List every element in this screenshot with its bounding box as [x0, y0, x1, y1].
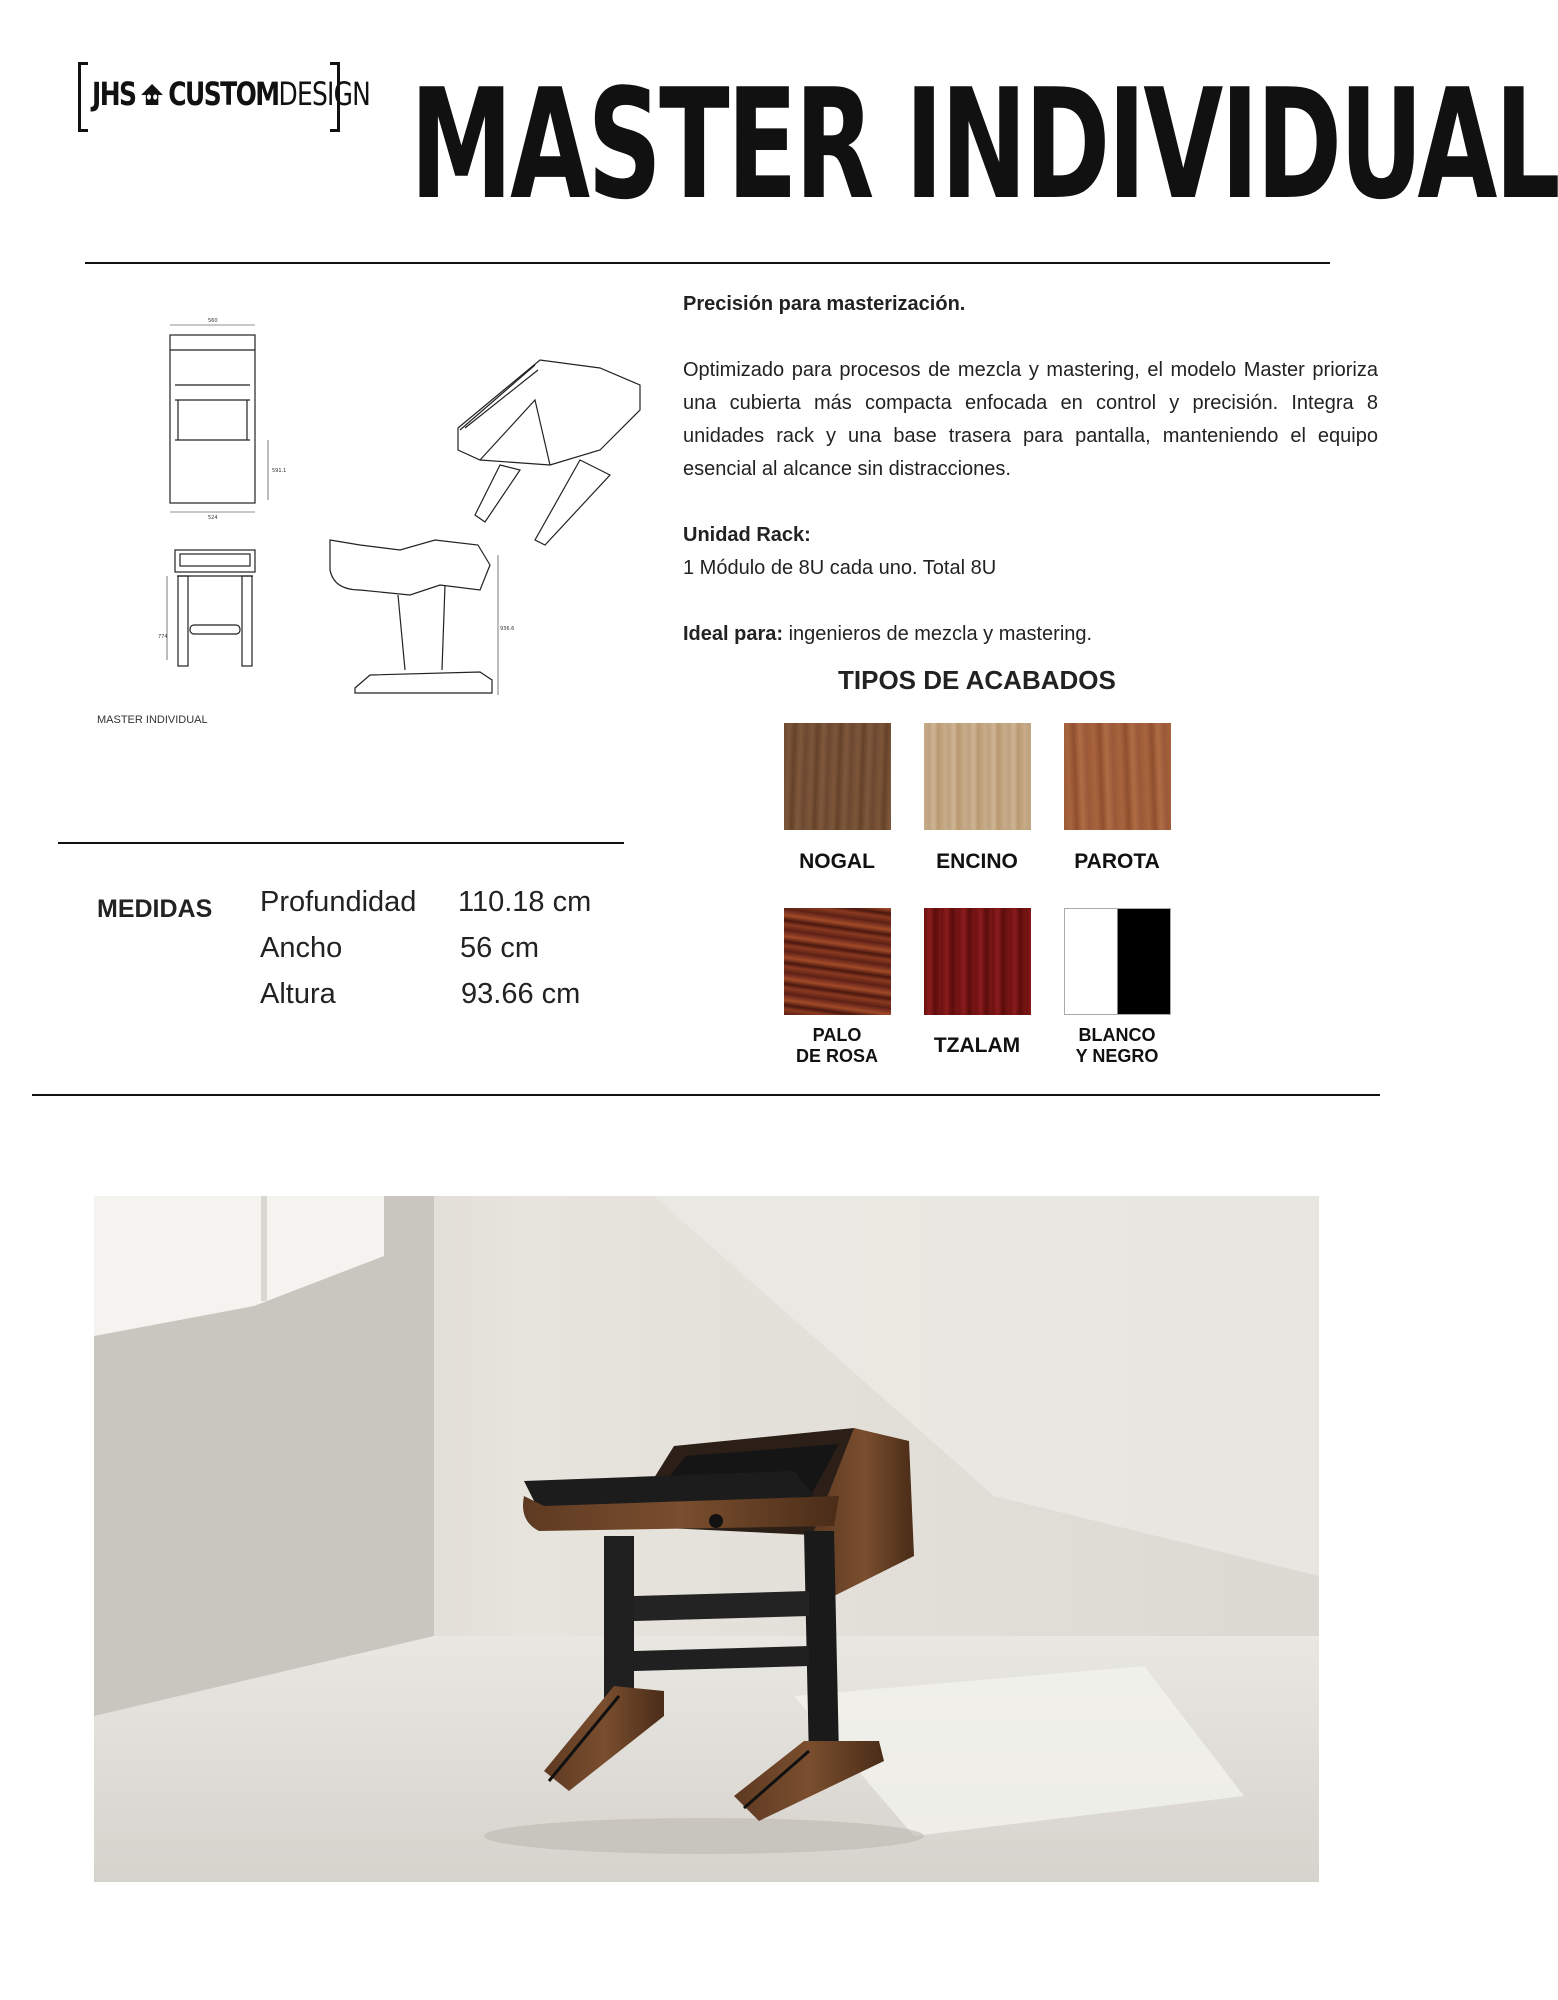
divider-bottom	[32, 1094, 1380, 1096]
skull-icon	[139, 77, 166, 115]
divider-measures	[58, 842, 624, 844]
logo-bracket-left	[78, 62, 88, 132]
measure-value-width: 56 cm	[460, 932, 539, 964]
swatch-label-tzalam: TZALAM	[933, 1034, 1021, 1057]
elevation-view-drawing	[330, 540, 498, 695]
logo-custom: CUSTOM	[168, 75, 279, 113]
swatch-label-nogal: NOGAL	[799, 850, 875, 873]
measures-label: MEDIDAS	[97, 895, 213, 923]
ideal-value: ingenieros de mezcla y mastering.	[783, 623, 1093, 645]
svg-text:524: 524	[208, 515, 218, 521]
logo-bracket-right	[330, 62, 340, 132]
measure-name-height: Altura	[260, 978, 336, 1010]
side-view-drawing	[167, 550, 255, 666]
rack-label: Unidad Rack:	[683, 524, 811, 546]
ideal-line	[683, 618, 1378, 651]
swatch-encino	[924, 723, 1031, 830]
logo-design: DESIGN	[278, 75, 371, 113]
swatch-palo-de-rosa	[784, 908, 891, 1015]
page-title: MASTER INDIVIDUAL	[410, 56, 1558, 233]
swatch-tzalam	[924, 908, 1031, 1015]
divider-top	[85, 262, 1330, 264]
product-photo	[94, 1196, 1319, 1882]
swatch-label-blanco-y-negro: BLANCO Y NEGRO	[1075, 1025, 1159, 1066]
svg-text:591.1: 591.1	[272, 468, 287, 474]
logo-jhs: JHS	[92, 75, 136, 113]
description-heading: Precisión para masterización.	[683, 293, 966, 315]
swatch-nogal	[784, 723, 891, 830]
svg-text:936.6: 936.6	[500, 626, 515, 632]
swatch-label-palo-de-rosa: PALO DE ROSA	[795, 1025, 878, 1066]
technical-drawing	[80, 300, 640, 720]
measure-name-width: Ancho	[260, 932, 343, 964]
measure-name-depth: Profundidad	[260, 886, 417, 918]
ideal-label: Ideal para:	[683, 623, 784, 645]
swatch-blanco-y-negro	[1064, 908, 1171, 1015]
logo-text	[92, 75, 370, 115]
drawing-caption: MASTER INDIVIDUAL	[97, 714, 208, 726]
product-description	[683, 288, 1378, 651]
description-body: Optimizado para procesos de mezcla y mastering, el modelo Master prioriza una cubierta más compacta enfocada en control y precisión. Integra 8 unidades rack y una base trasera para pantalla, manteniendo el equipo esencial al alcance sin distracciones.	[683, 359, 1378, 480]
svg-text:560: 560	[208, 318, 218, 324]
swatch-label-encino: ENCINO	[936, 850, 1018, 873]
isometric-view-drawing	[458, 360, 640, 545]
brand-logo	[78, 62, 371, 132]
swatch-label-parota: PAROTA	[1074, 850, 1160, 873]
swatch-parota	[1064, 723, 1171, 830]
measure-value-depth: 110.18 cm	[458, 886, 592, 918]
finishes-title: TIPOS DE ACABADOS	[838, 665, 1116, 695]
rack-value: 1 Módulo de 8U cada uno. Total 8U	[683, 557, 997, 579]
svg-text:774: 774	[158, 634, 168, 640]
front-view-drawing	[170, 325, 268, 512]
measure-value-height: 93.66 cm	[461, 978, 581, 1010]
